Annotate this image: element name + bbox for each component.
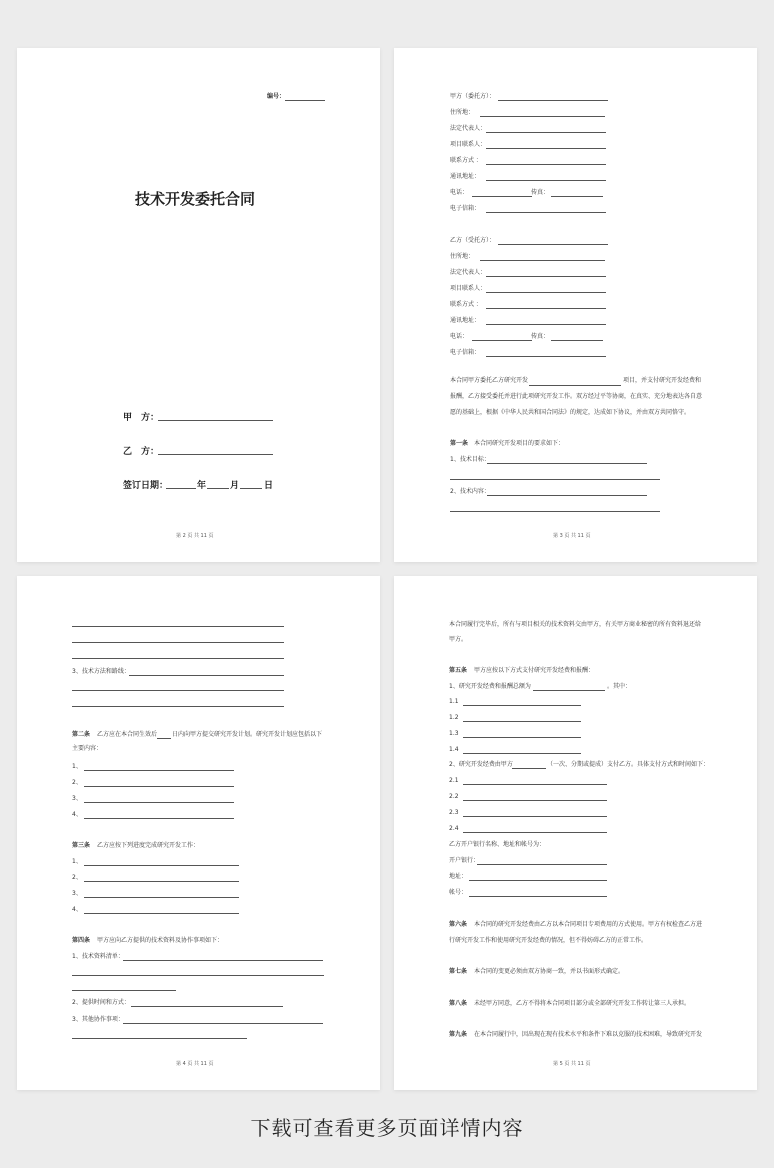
article-4-label: 第四条 bbox=[72, 937, 91, 944]
other-items-line-2 bbox=[72, 1038, 247, 1039]
page-2 bbox=[17, 48, 380, 562]
payment-item-line bbox=[463, 832, 607, 833]
party-a-field-label: 电子信箱： bbox=[450, 205, 481, 212]
party-b-field-line bbox=[486, 356, 606, 357]
payment-item-label: 2.2 bbox=[449, 793, 459, 800]
download-caption[interactable]: 下载可查看更多页面详情内容 bbox=[250, 1116, 524, 1140]
intro-line-3: 愿的基础上，根据《中华人民共和国合同法》的规定，达成如下协议，并由双方共同恪守。 bbox=[450, 409, 691, 416]
method-line bbox=[72, 642, 284, 643]
schedule-item-label: 2、 bbox=[72, 874, 82, 881]
party-a-field-line bbox=[480, 116, 605, 117]
plan-item-label: 3、 bbox=[72, 795, 82, 802]
para-1b: 甲方。 bbox=[449, 636, 468, 643]
plan-item-line bbox=[84, 786, 234, 787]
article-6-text-2: 行研究开发工作和使用研究开发经费的情况，但不得妨碍乙方的正常工作。 bbox=[449, 937, 648, 944]
page-footer: 第 3 页 共 11 页 bbox=[553, 533, 591, 539]
party-a-field-line bbox=[486, 164, 606, 165]
intro-line-1: 本合同甲方委托乙方研究开发 bbox=[450, 377, 529, 384]
party-a-field-label: 法定代表人： bbox=[450, 125, 487, 132]
tech-docs-line-2 bbox=[72, 975, 324, 976]
document-title: 技术开发委托合同 bbox=[135, 190, 256, 208]
party-b-field-line bbox=[486, 308, 606, 309]
year-label: 年 bbox=[197, 481, 207, 491]
party-b-field-line bbox=[486, 276, 606, 277]
tech-docs-label: 1、技术资料清单： bbox=[72, 953, 124, 960]
party-b-field-label: 电话： bbox=[450, 333, 469, 340]
bank-field-label: 帐号： bbox=[449, 889, 468, 896]
party-b-field-line bbox=[498, 244, 608, 245]
tech-docs-line-3 bbox=[72, 990, 176, 991]
party-b-label: 乙 方： bbox=[123, 447, 160, 457]
plan-item-label: 4、 bbox=[72, 811, 82, 818]
party-a-field-label: 通讯地址： bbox=[450, 173, 481, 180]
other-items-line bbox=[123, 1023, 323, 1024]
party-a-field-line bbox=[498, 100, 608, 101]
page-footer: 第 5 页 共 11 页 bbox=[553, 1061, 591, 1067]
payment-text-b: （一次、分期或提成）支付乙方。具体支付方式和时间如下： bbox=[547, 761, 710, 768]
tech-method-line-3 bbox=[72, 706, 284, 707]
page-5 bbox=[394, 576, 757, 1090]
tech-content-line bbox=[487, 495, 647, 496]
tech-method-label: 3、技术方法和路线： bbox=[72, 668, 130, 675]
schedule-item-label: 3、 bbox=[72, 890, 82, 897]
party-b-field-line bbox=[486, 292, 606, 293]
schedule-item-label: 1、 bbox=[72, 858, 82, 865]
party-a-field-label: 电话： bbox=[450, 189, 469, 196]
tech-goal-label: 1、技术目标： bbox=[450, 456, 490, 463]
intro-line-1b: 项目，并支付研究开发经费和 bbox=[623, 377, 702, 384]
fee-item-line bbox=[463, 705, 581, 706]
page-3 bbox=[394, 48, 757, 562]
contract-number-line bbox=[285, 100, 325, 101]
method-line bbox=[72, 658, 284, 659]
article-2-text: 乙方应在本合同生效后 bbox=[97, 731, 158, 738]
bank-field-label: 地址： bbox=[449, 873, 468, 880]
article-1-text: 本合同研究开发项目的要求如下： bbox=[474, 440, 565, 447]
page-4 bbox=[17, 576, 380, 1090]
tech-docs-line bbox=[123, 960, 323, 961]
article-9-label: 第九条 bbox=[449, 1031, 468, 1038]
bank-field-label: 开户银行： bbox=[449, 857, 480, 864]
intro-line-2: 报酬，乙方接受委托并进行此项研究开发工作。双方经过平等协商，在真实、充分地表达各自意 bbox=[450, 393, 703, 400]
method-line bbox=[72, 626, 284, 627]
plan-item-line bbox=[84, 802, 234, 803]
tech-content-label: 2、技术内容： bbox=[450, 488, 490, 495]
party-a-field-line bbox=[486, 148, 606, 149]
bank-field-line bbox=[469, 880, 607, 881]
article-2-text-2: 主要内容： bbox=[72, 745, 103, 752]
article-3-text: 乙方应按下列进度完成研究开发工作： bbox=[97, 842, 200, 849]
party-a-field-line bbox=[486, 132, 606, 133]
fax-line bbox=[551, 340, 603, 341]
schedule-item-line bbox=[84, 865, 239, 866]
fee-item-label: 1.1 bbox=[449, 698, 459, 705]
party-b-field-label: 通讯地址： bbox=[450, 317, 481, 324]
payment-item-label: 2.4 bbox=[449, 825, 459, 832]
plan-item-line bbox=[84, 770, 234, 771]
party-a-field-label: 甲方（委托方）： bbox=[450, 93, 496, 100]
contract-number-label: 编号： bbox=[267, 93, 286, 100]
other-items-label: 3、其他协作事项： bbox=[72, 1016, 124, 1023]
fee-item-label: 1.2 bbox=[449, 714, 459, 721]
fee-item-label: 1.3 bbox=[449, 730, 459, 737]
party-a-field-line bbox=[472, 196, 532, 197]
party-a-field-line bbox=[486, 212, 606, 213]
party-a-line bbox=[158, 420, 273, 421]
month-label: 月 bbox=[230, 481, 240, 491]
year-line bbox=[166, 488, 196, 489]
schedule-item-line bbox=[84, 913, 239, 914]
article-5-label: 第五条 bbox=[449, 667, 468, 674]
article-6-label: 第六条 bbox=[449, 921, 468, 928]
article-9-text: 在本合同履行中，因出现在现有技术水平和条件下难以克服的技术困难，导致研究开发 bbox=[474, 1031, 703, 1038]
party-b-field-line bbox=[486, 324, 606, 325]
plan-item-label: 1、 bbox=[72, 763, 82, 770]
party-b-field-line bbox=[480, 260, 605, 261]
day-line bbox=[240, 488, 262, 489]
tech-method-line bbox=[129, 675, 284, 676]
article-8-label: 第八条 bbox=[449, 1000, 468, 1007]
article-8-text: 未经甲方同意，乙方不得将本合同项目部分或全部研究开发工作转让第三人承担。 bbox=[474, 1000, 691, 1007]
party-b-field-label: 联系方式 ： bbox=[450, 301, 482, 308]
article-2-label: 第二条 bbox=[72, 731, 91, 738]
bank-label: 乙方开户银行名称、地址和帐号为： bbox=[449, 841, 546, 848]
fee-item-label: 1.4 bbox=[449, 746, 459, 753]
fee-item-line bbox=[463, 721, 581, 722]
bank-field-line bbox=[469, 896, 607, 897]
schedule-item-label: 4、 bbox=[72, 906, 82, 913]
plan-item-line bbox=[84, 818, 234, 819]
party-b-field-label: 电子信箱： bbox=[450, 349, 481, 356]
page-footer: 第 4 页 共 11 页 bbox=[176, 1061, 214, 1067]
article-5-text: 甲方应按以下方式支付研究开发经费和报酬： bbox=[474, 667, 595, 674]
payment-item-label: 2.3 bbox=[449, 809, 459, 816]
project-name-line bbox=[529, 385, 621, 386]
article-6-text: 本合同的研究开发经费由乙方以本合同项目专项费用的方式使用。甲方有权检查乙方进 bbox=[474, 921, 703, 928]
article-7-text: 本合同的变更必须由双方协商一致，并以书面形式确定。 bbox=[474, 968, 625, 975]
party-b-field-label: 法定代表人： bbox=[450, 269, 487, 276]
page-footer: 第 2 页 共 11 页 bbox=[176, 533, 214, 539]
party-b-field-label: 项目联系人： bbox=[450, 285, 487, 292]
payment-item-line bbox=[463, 784, 607, 785]
party-a-field-label: 项目联系人： bbox=[450, 141, 487, 148]
party-a-field-label: 联系方式 ： bbox=[450, 157, 482, 164]
tech-goal-line-2 bbox=[450, 479, 660, 480]
day-label: 日 bbox=[264, 481, 274, 491]
para-1: 本合同履行完毕后，所有与项目相关的技术资料交由甲方，有关甲方商业秘密的所有资料退还给 bbox=[449, 621, 702, 628]
party-b-field-label: 住所地： bbox=[450, 253, 475, 260]
fax-label: 传真： bbox=[531, 333, 550, 340]
schedule-item-line bbox=[84, 897, 239, 898]
article-2-text-b: 日内向甲方提交研究开发计划。研究开发计划应包括以下 bbox=[172, 731, 323, 738]
article-4-text: 甲方应向乙方提供的技术资料及协作事项如下： bbox=[97, 937, 224, 944]
payment-item-line bbox=[463, 800, 607, 801]
tech-method-line-2 bbox=[72, 690, 284, 691]
schedule-item-line bbox=[84, 881, 239, 882]
party-a-field-label: 住所地： bbox=[450, 109, 475, 116]
plan-item-label: 2、 bbox=[72, 779, 82, 786]
fax-label: 传真： bbox=[531, 189, 550, 196]
party-a-label: 甲 方： bbox=[123, 413, 160, 423]
tech-goal-line bbox=[487, 463, 647, 464]
sign-date-label: 签订日期： bbox=[123, 481, 169, 491]
total-fee-text-b: 。其中： bbox=[607, 683, 632, 690]
payment-label: 2、研究开发经费由甲方 bbox=[449, 761, 513, 768]
provide-time-label: 2、提供时间和方式： bbox=[72, 999, 130, 1006]
article-1-label: 第一条 bbox=[450, 440, 469, 447]
payment-method-line bbox=[512, 768, 546, 769]
party-b-field-line bbox=[472, 340, 532, 341]
article-7-label: 第七条 bbox=[449, 968, 468, 975]
total-fee-line bbox=[533, 690, 605, 691]
fee-item-line bbox=[463, 753, 581, 754]
total-fee-label: 1、研究开发经费和报酬总额为 bbox=[449, 683, 531, 690]
provide-time-line bbox=[131, 1006, 283, 1007]
fee-item-line bbox=[463, 737, 581, 738]
bank-field-line bbox=[477, 864, 607, 865]
month-line bbox=[207, 488, 229, 489]
party-a-field-line bbox=[486, 180, 606, 181]
payment-item-label: 2.1 bbox=[449, 777, 459, 784]
payment-item-line bbox=[463, 816, 607, 817]
party-b-line bbox=[158, 454, 273, 455]
party-b-field-label: 乙方（受托方）： bbox=[450, 237, 496, 244]
days-line bbox=[157, 738, 171, 739]
tech-content-line-2 bbox=[450, 511, 660, 512]
fax-line bbox=[551, 196, 603, 197]
article-3-label: 第三条 bbox=[72, 842, 91, 849]
